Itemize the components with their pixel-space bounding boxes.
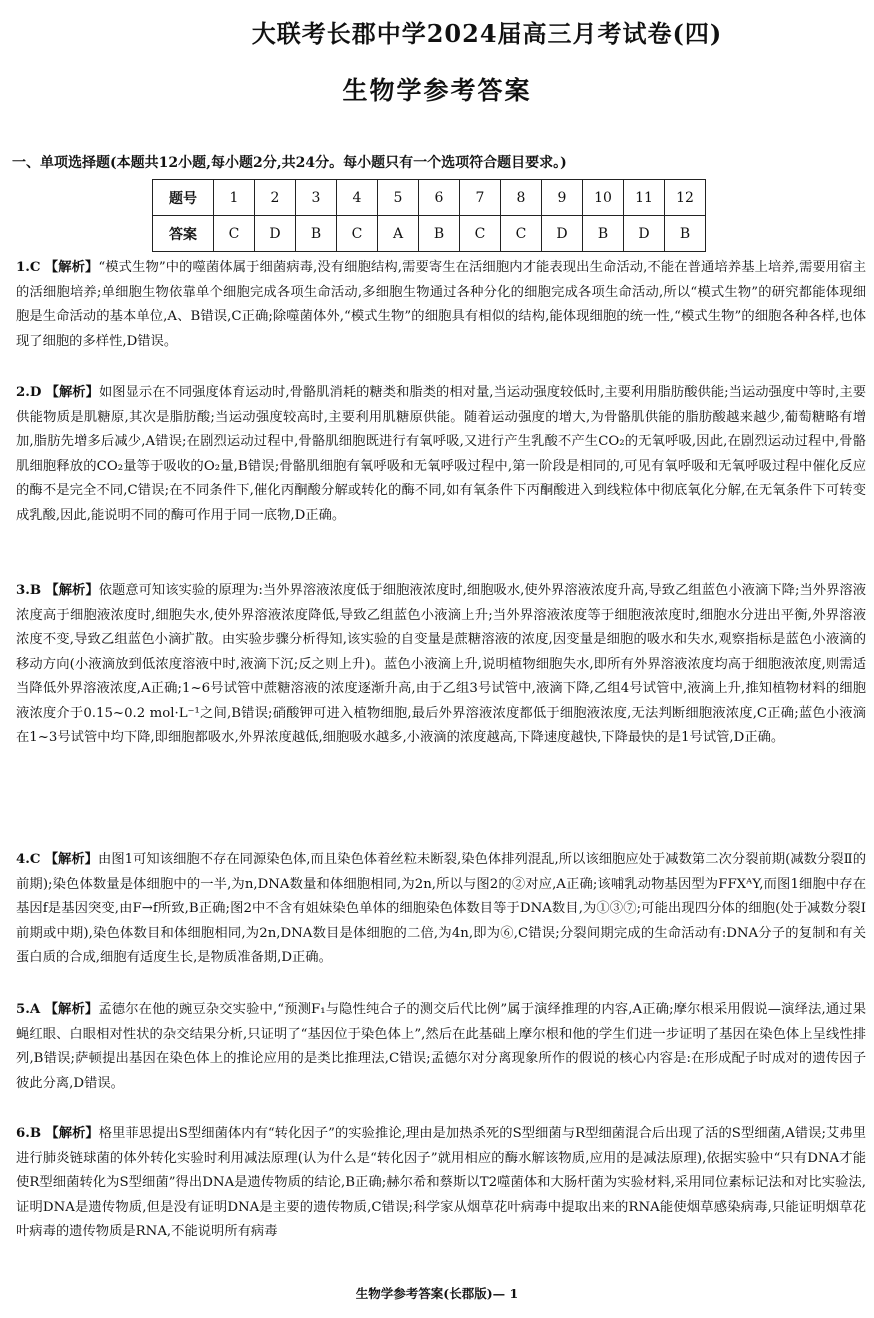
question-number: 4 (337, 180, 378, 216)
answer-cell: B (583, 216, 624, 252)
question-label: 5.A (16, 1002, 41, 1017)
question-number: 2 (255, 180, 296, 216)
explanation-text: 孟德尔在他的豌豆杂交实验中,“预测F₁与隐性纯合子的测交后代比例”属于演绎推理的内容,A正确;摩尔根采用假说—演绎法,通过果蝇红眼、白眼相对性状的杂交结果分析,只证明了“基因位于染色体上”,然后在此基础上摩尔根和他的学生们进一步证明了基因在染色体上呈线性排列,B错误;萨顿提出基因在染色体上的推论应用的是类比推理法,C错误;孟德尔对分离现象所作的假说的核心内容是:在形成配子时成对的遗传因子彼此分离,D错误。 (16, 1002, 867, 1091)
explanation-q2 (16, 381, 866, 528)
explanation-q1 (16, 256, 866, 354)
question-number: 9 (542, 180, 583, 216)
page-footer: 生物学参考答案(长郡版)— 1 (355, 1286, 519, 1301)
explanation-text: 如图显示在不同强度体育运动时,骨骼肌消耗的糖类和脂类的相对量,当运动强度较低时,主要利用脂肪酸供能;当运动强度中等时,主要供能物质是肌糖原,其次是脂肪酸;当运动强度较高时,主要利用肌糖原供能。随着运动强度的增大,为骨骼肌供能的脂肪酸越来越少,葡萄糖略有增加,脂肪先增多后减少,A错误;在剧烈运动过程中,骨骼肌细胞既进行有氧呼吸,又进行产生乳酸不产生CO₂的无氧呼吸,因此,在剧烈运动过程中,骨骼肌细胞释放的CO₂量等于吸收的O₂量,B错误;骨骼肌细胞有氧呼吸和无氧呼吸过程中,第一阶段是相同的,可见有氧呼吸和无氧呼吸过程中催化反应的酶不是完全不同,C错误;在不同条件下,催化丙酮酸分解或转化的酶不同,如有氧条件下丙酮酸进入到线粒体中彻底氧化分解,在无氧条件下可转变成乳酸,因此,能说明不同的酶可作用于同一底物,D正确。 (16, 385, 867, 523)
answer-cell: C (337, 216, 378, 252)
answer-cell: D (624, 216, 665, 252)
question-number: 3 (296, 180, 337, 216)
analysis-tag: 【解析】 (45, 1126, 99, 1141)
row-label-number: 题号 (153, 180, 214, 216)
table-row-numbers (153, 180, 706, 216)
answer-cell: A (378, 216, 419, 252)
analysis-tag: 【解析】 (44, 260, 99, 275)
answer-key-title: 生物学参考答案 (342, 76, 532, 105)
question-number: 10 (583, 180, 624, 216)
analysis-tag: 【解析】 (44, 1002, 99, 1017)
question-number: 11 (624, 180, 665, 216)
answer-cell: D (255, 216, 296, 252)
row-label-answer: 答案 (153, 216, 214, 252)
page-header (0, 14, 874, 107)
analysis-tag: 【解析】 (44, 852, 98, 867)
answer-cell: C (501, 216, 542, 252)
section-heading: 一、单项选择题(本题共12小题,每小题2分,共24分。每小题只有一个选项符合题目要求。) (12, 155, 567, 171)
answer-cell: D (542, 216, 583, 252)
explanation-q3 (16, 579, 866, 751)
question-label: 2.D (16, 385, 42, 400)
question-label: 3.B (16, 583, 42, 598)
explanation-q6 (16, 1122, 866, 1245)
table-row-answers (153, 216, 706, 252)
question-number: 8 (501, 180, 542, 216)
question-label: 6.B (16, 1126, 42, 1141)
exam-title: 大联考长郡中学2024届高三月考试卷(四) (251, 19, 723, 48)
question-number: 1 (214, 180, 255, 216)
explanation-text: 格里菲思提出S型细菌体内有“转化因子”的实验推论,理由是加热杀死的S型细菌与R型细菌混合后出现了活的S型细菌,A错误;艾弗里进行肺炎链球菌的体外转化实验时利用减法原理(认为什么是“转化因子”就用相应的酶水解该物质,应用的是减法原理),依据实验中“只有DNA才能使R型细菌转化为S型细菌”得出DNA是遗传物质的结论,B正确;赫尔希和蔡斯以T2噬菌体和大肠杆菌为实验材料,采用同位素标记法和对比实验法,证明DNA是遗传物质,但是没有证明DNA是主要的遗传物质,C错误;科学家从烟草花叶病毒中提取出来的RNA能使烟草感染病毒,只能证明烟草花叶病毒的遗传物质是RNA,不能说明所有病毒 (16, 1126, 866, 1239)
explanation-text: “模式生物”中的噬菌体属于细菌病毒,没有细胞结构,需要寄生在活细胞内才能表现出生命活动,不能在普通培养基上培养,需要用宿主的活细胞培养;单细胞生物依靠单个细胞完成各项生命活动,多细胞生物通过各种分化的细胞完成各项生命活动,所以“模式生物”的研究都能体现细胞是生命活动的基本单位,A、B错误,C正确;除噬菌体外,“模式生物”的细胞具有相似的结构,能体现细胞的统一性,“模式生物”的细胞各种各样,也体现了细胞的多样性,D错误。 (16, 260, 866, 349)
question-number: 6 (419, 180, 460, 216)
question-number: 7 (460, 180, 501, 216)
question-number: 5 (378, 180, 419, 216)
explanation-text: 由图1可知该细胞不存在同源染色体,而且染色体着丝粒未断裂,染色体排列混乱,所以该细胞应处于减数第二次分裂前期(减数分裂Ⅱ的前期);染色体数量是体细胞中的一半,为n,DNA数量和体细胞相同,为2n,所以与图2的②对应,A正确;该哺乳动物基因型为FFXᴬY,而图1细胞中存在基因f是基因突变,由F→f所致,B正确;图2中不含有姐妹染色单体的细胞染色体数目等于DNA数目,为①③⑦;可能出现四分体的细胞(处于减数分裂Ⅰ前期或中期),染色体数目和体细胞相同,为2n,DNA数目是体细胞的二倍,为4n,即为⑥,C错误;分裂间期完成的生命活动有:DNA分子的复制和有关蛋白质的合成,细胞有适度生长,是物质准备期,D正确。 (16, 852, 866, 965)
explanation-text: 依题意可知该实验的原理为:当外界溶液浓度低于细胞液浓度时,细胞吸水,使外界溶液浓度升高,导致乙组蓝色小液滴下降;当外界溶液浓度高于细胞液浓度时,细胞失水,使外界溶液浓度降低,导致乙组蓝色小液滴上升;当外界溶液浓度等于细胞液浓度时,细胞水分进出平衡,外界溶液浓度不变,导致乙组蓝色小滴扩散。由实验步骤分析得知,该实验的自变量是蔗糖溶液的浓度,因变量是细胞的吸水和失水,观察指标是蓝色小液滴的移动方向(小液滴放到低浓度溶液中时,液滴下沉;反之则上升)。蓝色小液滴上升,说明植物细胞失水,即所有外界溶液浓度均高于细胞液浓度,则需适当降低外界溶液浓度,A正确;1~6号试管中蔗糖溶液的浓度逐渐升高,由于乙组3号试管中,液滴下降,乙组4号试管中,液滴上升,推知植物材料的细胞液浓度介于0.15~0.2 mol·L⁻¹之间,B错误;硝酸钾可进入植物细胞,最后外界溶液浓度都低于细胞液浓度,无法判断细胞液浓度,C正确;蓝色小液滴在1~3号试管中均下降,即细胞都吸水,外界浓度越低,细胞吸水越多,小液滴的浓度越高,下降速度越快,下降最快的是1号试管,D正确。 (16, 583, 866, 745)
question-number: 12 (665, 180, 706, 216)
answer-cell: B (419, 216, 460, 252)
answer-cell: C (460, 216, 501, 252)
question-label: 1.C (16, 260, 41, 275)
answer-cell: C (214, 216, 255, 252)
answer-cell: B (665, 216, 706, 252)
question-label: 4.C (16, 852, 41, 867)
explanation-q5 (16, 998, 866, 1096)
analysis-tag: 【解析】 (45, 385, 99, 400)
answer-table (152, 179, 706, 252)
explanation-q4 (16, 848, 866, 971)
analysis-tag: 【解析】 (45, 583, 99, 598)
answer-cell: B (296, 216, 337, 252)
